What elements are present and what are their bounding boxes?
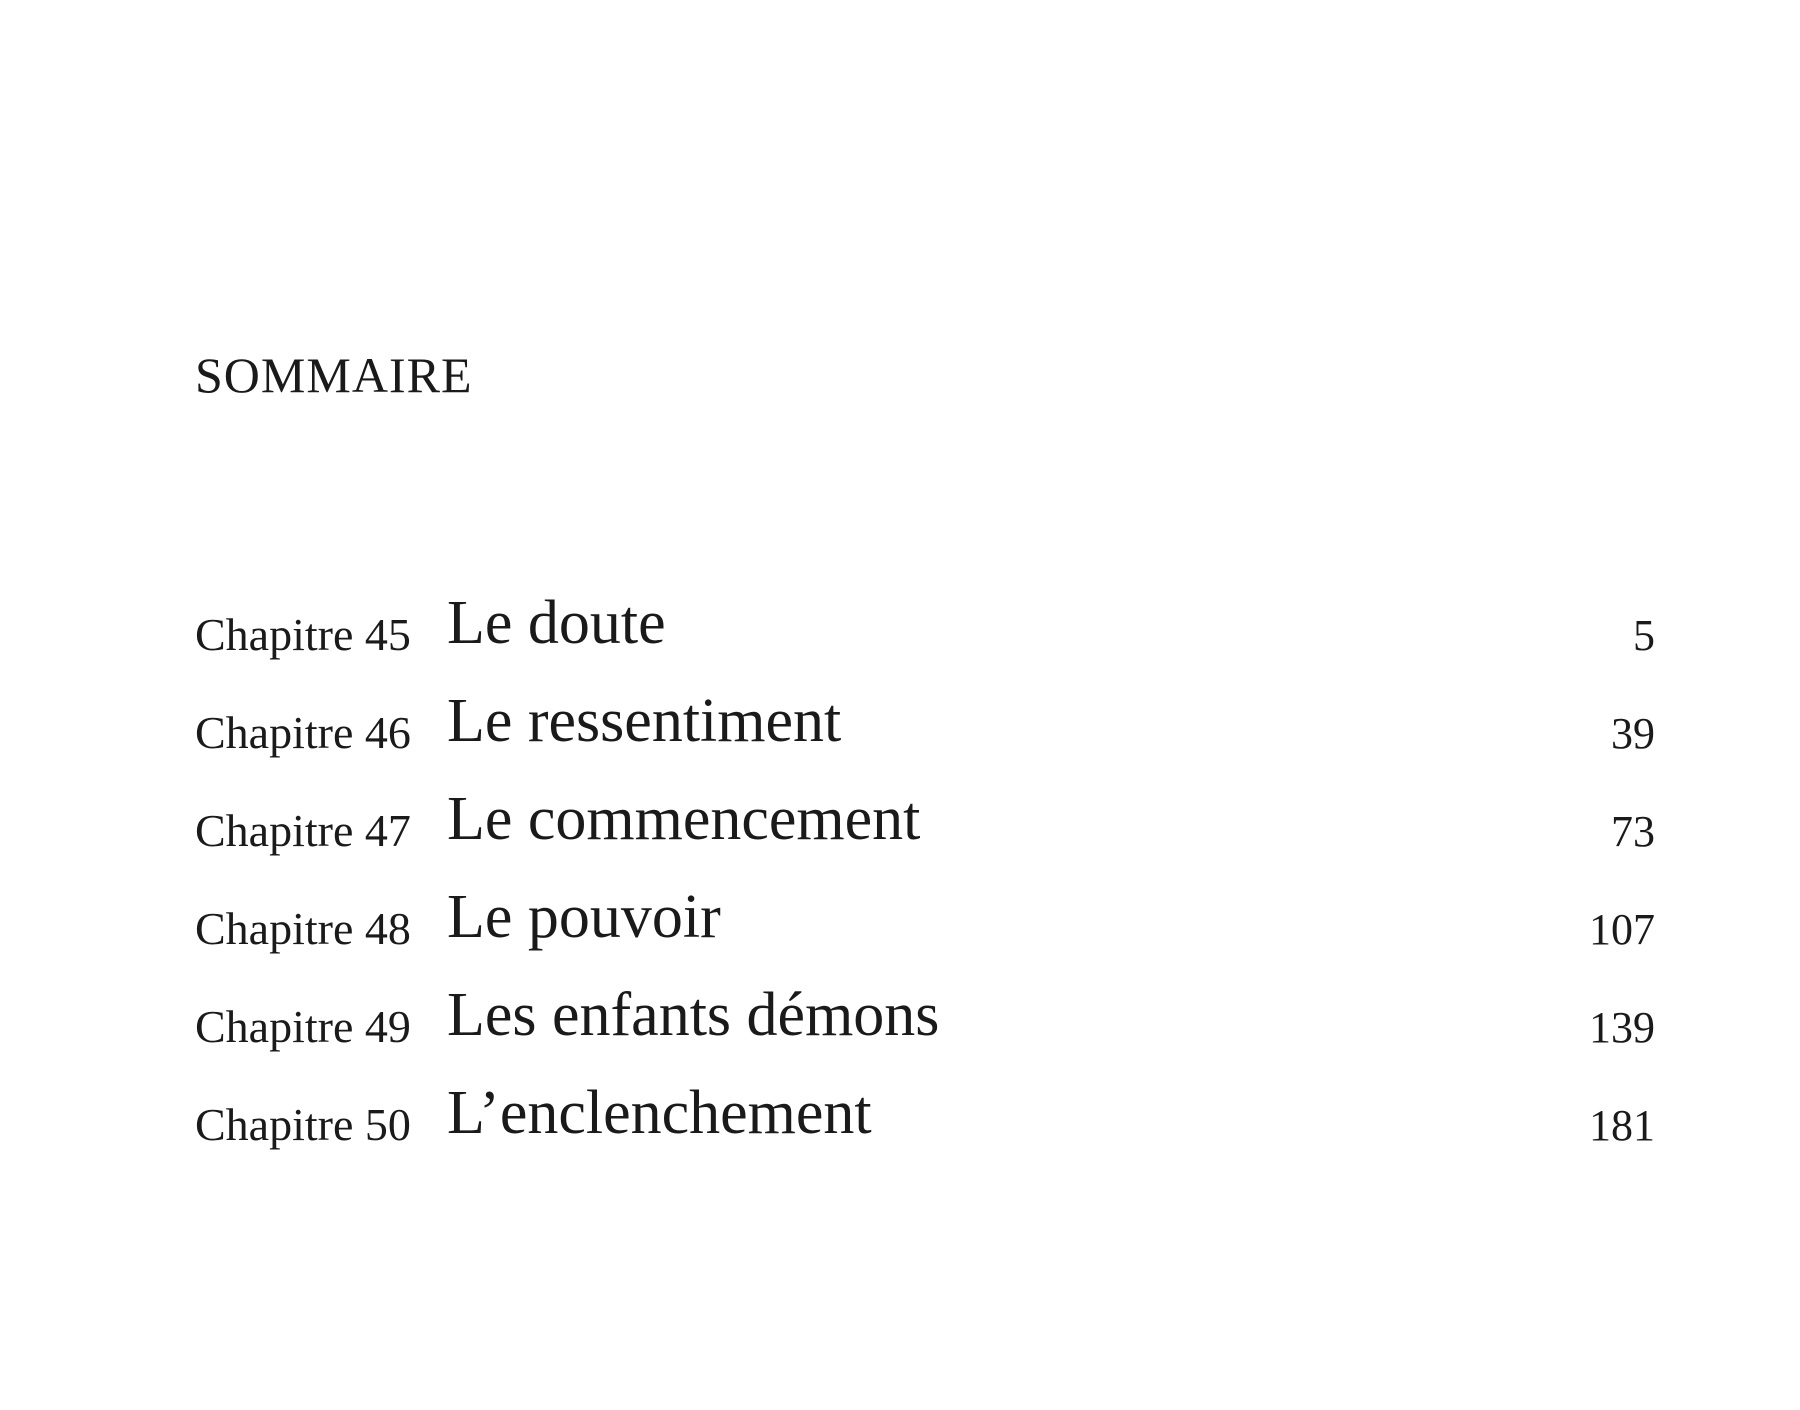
page-number: 139 — [1589, 1003, 1655, 1052]
page-number: 5 — [1633, 611, 1655, 660]
toc-entry — [195, 982, 1655, 1080]
toc-entry — [195, 884, 1655, 982]
page-title: SOMMAIRE — [195, 347, 473, 403]
chapter-title: Le ressentiment — [447, 687, 842, 755]
chapter-title: Les enfants démons — [447, 981, 940, 1049]
chapter-title: Le commencement — [447, 785, 921, 853]
chapter-title: L’enclenchement — [447, 1079, 872, 1147]
page-number: 73 — [1611, 807, 1655, 856]
toc-entry — [195, 1080, 1655, 1178]
chapter-number: Chapitre 45 — [195, 609, 411, 660]
toc-entry — [195, 590, 1655, 688]
table-of-contents — [195, 590, 1655, 1178]
chapter-number: Chapitre 50 — [195, 1099, 411, 1150]
chapter-title: Le pouvoir — [447, 883, 721, 951]
page-number: 39 — [1611, 709, 1655, 758]
chapter-number: Chapitre 47 — [195, 805, 411, 856]
chapter-number: Chapitre 48 — [195, 903, 411, 954]
page-number: 181 — [1589, 1101, 1655, 1150]
toc-entry — [195, 688, 1655, 786]
chapter-title: Le doute — [447, 589, 666, 657]
chapter-number: Chapitre 46 — [195, 707, 411, 758]
chapter-number: Chapitre 49 — [195, 1001, 411, 1052]
page-number: 107 — [1589, 905, 1655, 954]
toc-entry — [195, 786, 1655, 884]
